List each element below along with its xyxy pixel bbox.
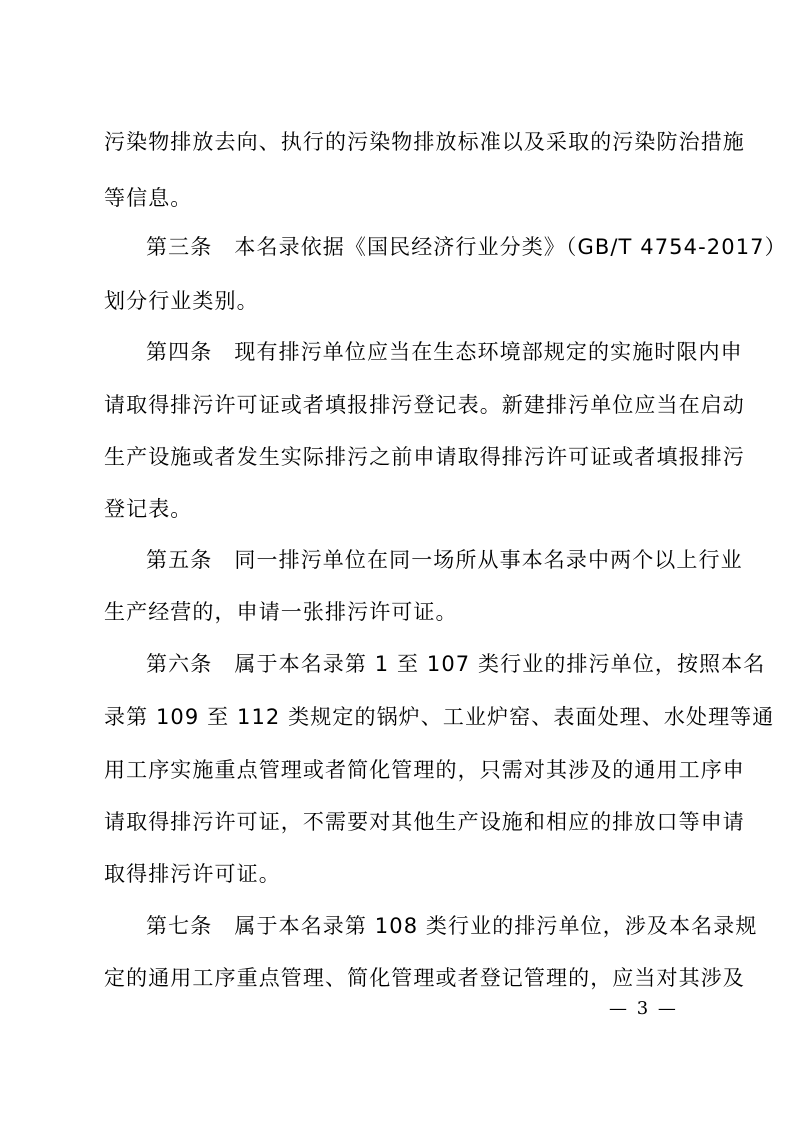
article-4-heading-line: 第四条 现有排污单位应当在生态环境部规定的实施时限内申 [146, 340, 743, 364]
article-3-heading-line: 第三条 本名录依据《国民经济行业分类》（GB/T 4754-2017） [146, 235, 787, 259]
text-line: 用工序实施重点管理或者简化管理的，只需对其涉及的通用工序申 [104, 758, 745, 782]
text-line: 等信息。 [104, 186, 193, 210]
text-line: 录第 109 至 112 类规定的锅炉、工业炉窑、表面处理、水处理等通 [104, 705, 775, 729]
text-line: 请取得排污许可证，不需要对其他生产设施和相应的排放口等申请 [104, 810, 745, 834]
article-5-heading-line: 第五条 同一排污单位在同一场所从事本名录中两个以上行业 [146, 548, 743, 572]
text-line: 污染物排放去向、执行的污染物排放标准以及采取的污染防治措施 [104, 130, 745, 154]
text-line: 生产设施或者发生实际排污之前申请取得排污许可证或者填报排污 [104, 445, 745, 469]
text-line: 取得排污许可证。 [104, 862, 281, 886]
text-line: 生产经营的，申请一张排污许可证。 [104, 600, 458, 624]
text-line: 定的通用工序重点管理、简化管理或者登记管理的，应当对其涉及 [104, 966, 745, 990]
page-number: — 3 — [609, 998, 678, 1019]
text-line: 请取得排污许可证或者填报排污登记表。新建排污单位应当在启动 [104, 393, 745, 417]
article-6-heading-line: 第六条 属于本名录第 1 至 107 类行业的排污单位，按照本名 [146, 652, 766, 676]
article-7-heading-line: 第七条 属于本名录第 108 类行业的排污单位，涉及本名录规 [146, 914, 758, 938]
text-line: 划分行业类别。 [104, 289, 259, 313]
text-line: 登记表。 [104, 497, 193, 521]
